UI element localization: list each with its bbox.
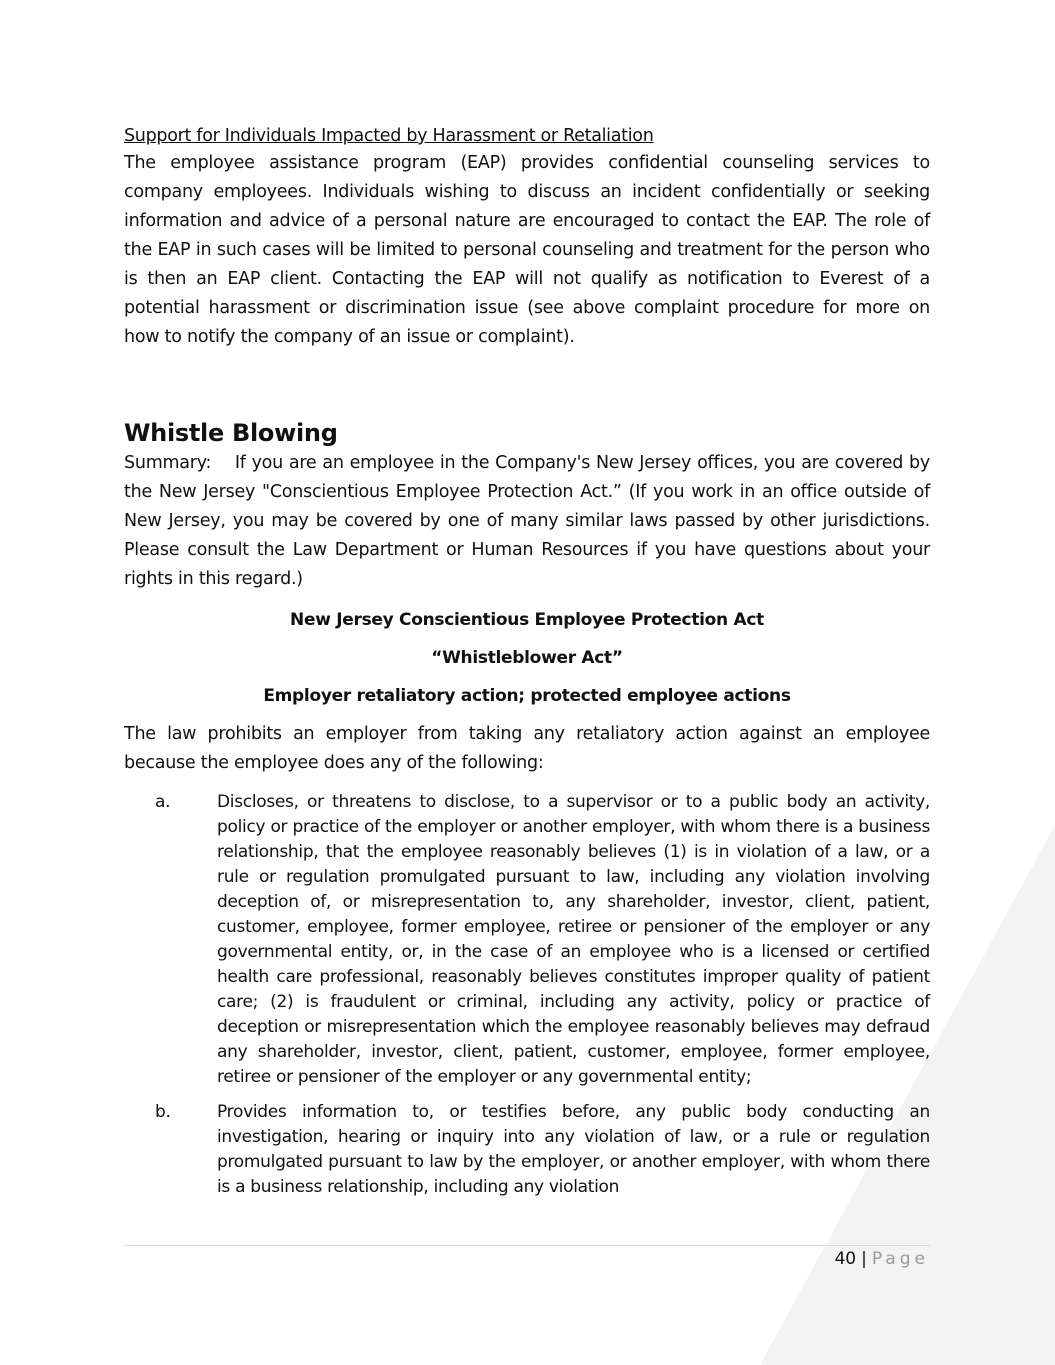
support-subheading: Support for Individuals Impacted by Harassment or Retaliation	[124, 126, 654, 146]
support-paragraph: The employee assistance program (EAP) provides confidential counseling services to company employees. Individuals wishing to discuss an incident confidentially or seeking information and advice of a personal nature are encouraged to contact the EAP. The role of the EAP in such cases will be limited to personal counseling and treatment for the person who is then an EAP client. Contacting the EAP will not qualify as notification to Everest of a potential harassment or discrimination issue (see above complaint procedure for more on how to notify the company of an issue or complaint).	[124, 153, 930, 347]
list-item-text: Discloses, or threatens to disclose, to a supervisor or to a public body an activity, policy or practice of the employer or another employer, with whom there is a business relationship, that the employee reasonably believes (1) is in violation of a law, or a rule or regulation promulgated pursuant to law, including any violation involving deception of, or misrepresentation to, any shareholder, investor, client, patient, customer, employee, former employee, retiree or pensioner of the employer or any governmental entity, or, in the case of an employee who is a licensed or certified health care professional, reasonably believes constitutes improper quality of patient care; (2) is fraudulent or criminal, including any activity, policy or practice of deception or misrepresentation which the employee reasonably believes may defraud any shareholder, investor, client, patient, customer, employee, former employee, retiree or pensioner of the employer or any governmental entity;	[217, 792, 930, 1087]
whistle-summary-paragraph: Summary: If you are an employee in the Company's New Jersey offices, you are covered by the New Jersey "Conscientious Employee Protection Act.” (If you work in an office outside of New Jersey, you may be covered by one of many similar laws passed by other jurisdictions. Please consult the Law Department or Human Resources if you have questions about your rights in this regard.)	[124, 453, 936, 589]
list-item	[124, 790, 930, 1090]
list-item-text: Provides information to, or testifies before, any public body conducting an investigation, hearing or inquiry into any violation of law, or a rule or regulation promulgated pursuant to law by the employer, or another employer, with whom there is a business relationship, including any violation	[217, 1102, 930, 1197]
page-number: 40	[834, 1249, 856, 1269]
page-word: Page	[871, 1249, 929, 1269]
footer-divider	[124, 1245, 930, 1246]
list-marker: a.	[155, 792, 171, 812]
act-nickname: “Whistleblower Act”	[431, 648, 623, 668]
law-intro-paragraph: The law prohibits an employer from taking any retaliatory action against an employee because the employee does any of the following:	[124, 724, 930, 773]
page-separator: |	[861, 1249, 867, 1269]
act-title: New Jersey Conscientious Employee Protection Act	[290, 610, 764, 630]
page-footer	[835, 1247, 929, 1271]
list-marker: b.	[155, 1102, 171, 1122]
list-item	[124, 1100, 930, 1200]
protected-actions-list	[124, 790, 930, 1200]
act-section-title: Employer retaliatory action; protected employee actions	[263, 686, 791, 706]
page-content	[124, 124, 936, 1210]
whistle-blowing-heading: Whistle Blowing	[124, 419, 338, 447]
